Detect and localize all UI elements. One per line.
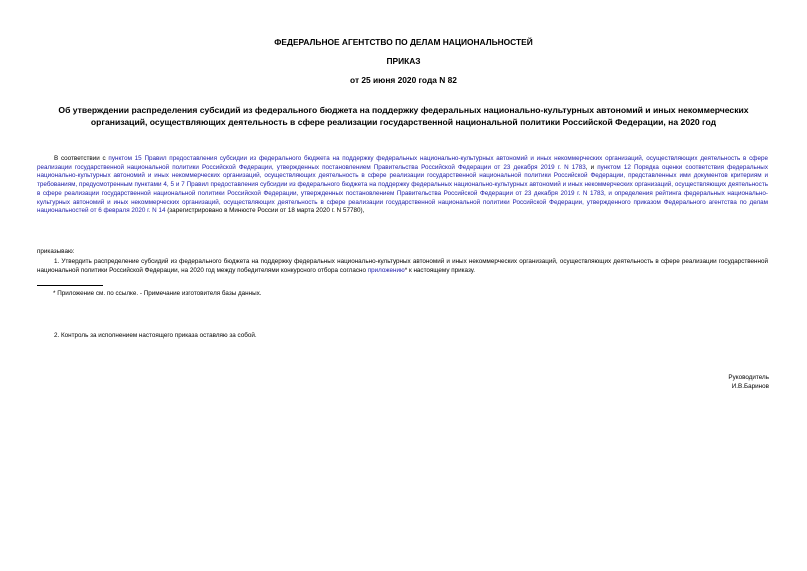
item-1-paragraph (37, 258, 768, 275)
order-word: приказываю: (37, 248, 75, 255)
item-1-text: 1. Утвердить распределение субсидий из федерального бюджета на поддержку федеральных национально-культурных автономий и иных некоммерческих организаций, осуществляющих деятельность в сфере реализации государственной национальной политики Российской Федерации, на 2020 год между победителями конкурсного отбора согласно (37, 258, 768, 274)
item-2-paragraph: 2. Контроль за исполнением настоящего приказа оставляю за собой. (54, 332, 257, 339)
order-date: от 25 июня 2020 года N 82 (350, 75, 457, 85)
rules-link[interactable]: пунктом 15 Правил предоставления субсидии из федерального бюджета на поддержку федеральных национально-культурных автономий и иных некоммерческих организаций, осуществляющих деятельность в сфере реализации государственной национальной политики Российской Федерации, утвержденных постановлением Правительства Российской Федерации от 23 декабря 2019 г. N 1783 (37, 155, 768, 171)
preamble-text-3: (зарегистрировано в Минюсте России от 18 марта 2020 г. N 57780), (165, 207, 365, 215)
preamble-text-2: , и (585, 163, 598, 171)
preamble-paragraph (37, 155, 768, 216)
signature-name: И.В.Баринов (731, 383, 769, 390)
appendix-link[interactable]: приложению (367, 266, 405, 274)
footnote-divider (37, 285, 103, 286)
item-1-tail: * к настоящему приказу. (404, 266, 476, 274)
footnote: * Приложение см. по ссылке. - Примечание изготовителя базы данных. (53, 290, 262, 297)
procedure-link[interactable]: пунктом 12 Порядка оценки соответствия федеральных национально-культурных автономий и иных некоммерческих организаций, осуществляющих деятельность в сфере реализации государственной национальной политики Российской Федерации, представленных ими документов критериям и требованиям, предусмотренным пунктами 4, 5 и 7 Правил предоставления субсидии из федерального бюджета на поддержку федеральных национально-культурных автономий и иных некоммерческих организаций, осуществляющих деятельность в сфере реализации государственной национальной политики Российской Федерации, утвержденных постановлением Правительства Российской Федерации от 23 декабря 2019 г. N 1783, и определения рейтинга федеральных национально-культурных автономий и иных некоммерческих организаций, осуществляющих деятельность в сфере реализации государственной национальной политики Российской Федерации, утвержденного приказом Федерального агентства по делам национальностей от 6 февраля 2020 г. N 14 (37, 163, 768, 215)
preamble-text-1: В соответствии с (54, 155, 109, 162)
document-title: Об утверждении распределения субсидий из федерального бюджета на поддержку федеральных национально-культурных автономий и иных некоммерческих организаций, осуществляющих деятельность в сфере реализации государственной национальной политики Российской Федерации, на 2020 год (58, 105, 749, 127)
order-heading: ПРИКАЗ (386, 56, 421, 66)
signature-role: Руководитель (728, 374, 769, 381)
agency-heading: ФЕДЕРАЛЬНОЕ АГЕНТСТВО ПО ДЕЛАМ НАЦИОНАЛЬНОСТЕЙ (274, 37, 533, 47)
